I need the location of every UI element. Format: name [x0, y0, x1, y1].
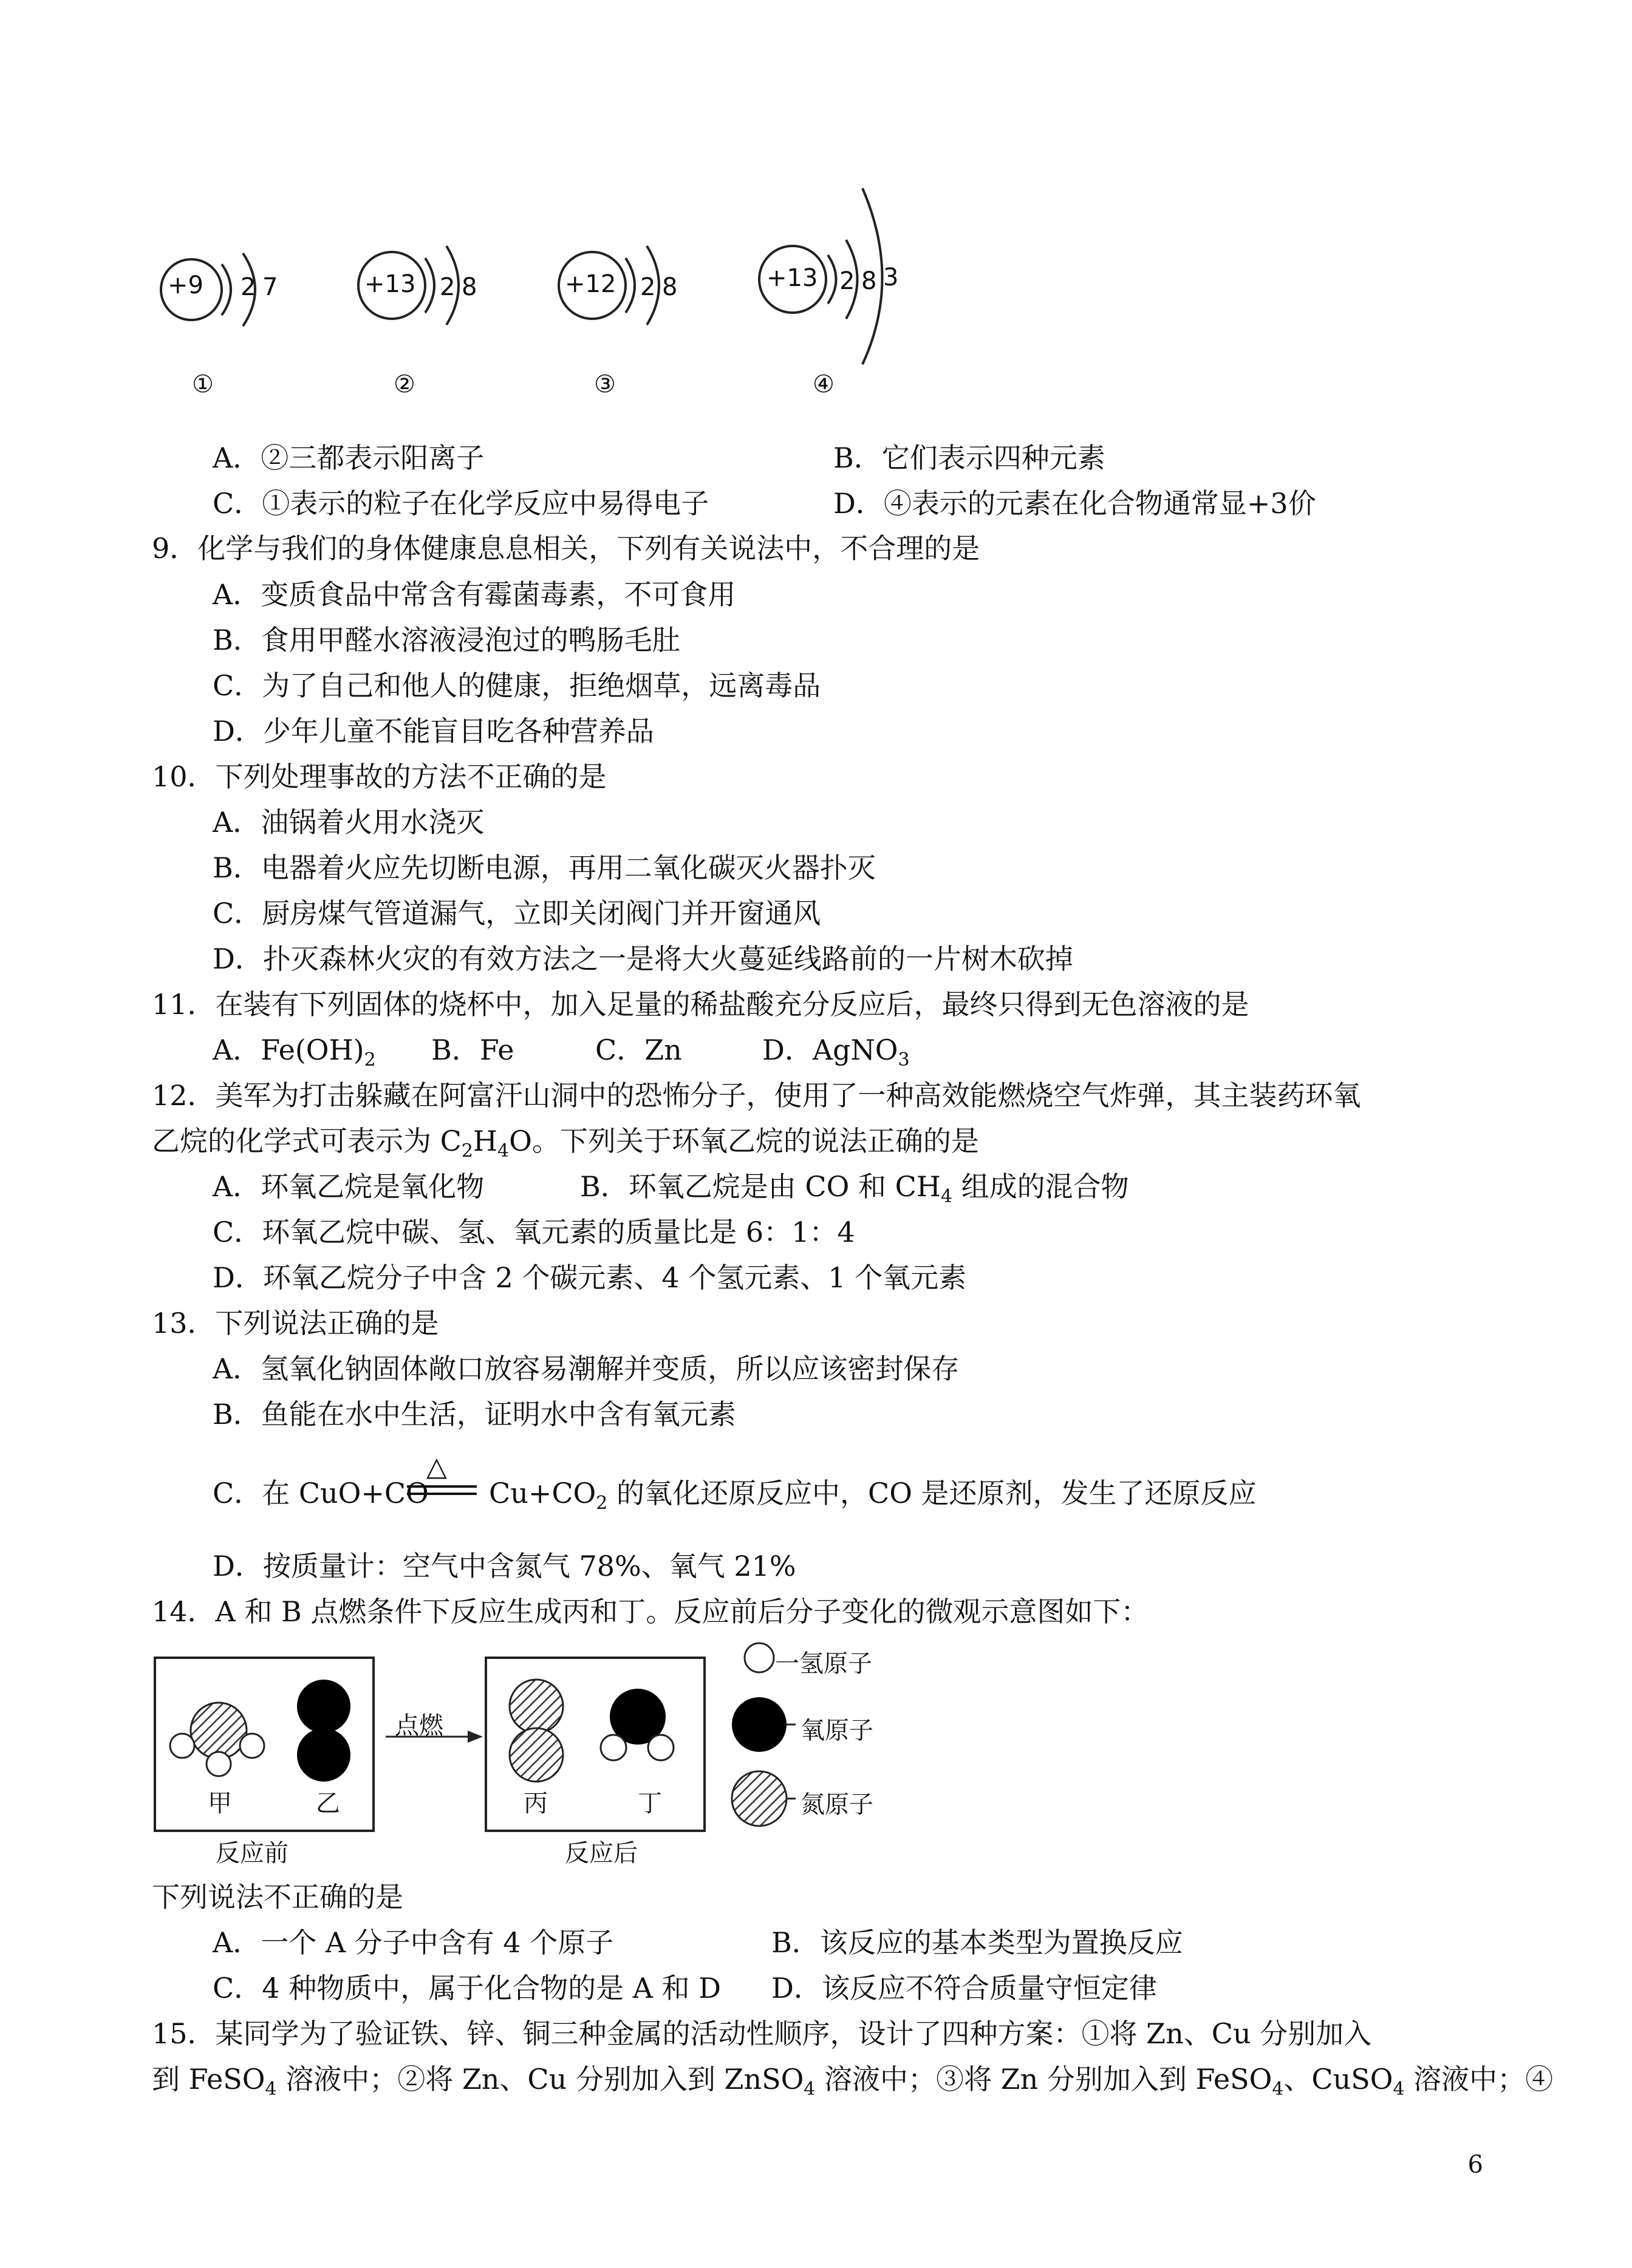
- atom-2-label: ②: [394, 370, 415, 398]
- q13-option-c-post: $Cu+CO_2$ 的氧化还原反应中，CO 是还原剂，发生了还原反应: [489, 1477, 1257, 1514]
- legend-hydrogen: 一氢原子: [775, 1650, 872, 1678]
- q9-stem: 9．化学与我们的身体健康息息相关，下列有关说法中，不合理的是: [152, 532, 980, 565]
- q14-option-d: D．该反应不符合质量守恒定律: [771, 1972, 1157, 2004]
- q12-stem-line1: 12．美军为打击躲藏在阿富汗山洞中的恐怖分子，使用了一种高效能燃烧空气炸弹，其主装药环氧: [152, 1079, 1361, 1112]
- q9-option-b: B．食用甲醛水溶液浸泡过的鸭肠毛肚: [213, 624, 680, 656]
- q11-stem: 11．在装有下列固体的烧杯中，加入足量的稀盐酸充分反应后，最终只得到无色溶液的是: [152, 988, 1249, 1021]
- atom-4-shell-3: 3: [883, 264, 899, 291]
- atom-1-label: ①: [192, 370, 214, 398]
- legend-oxygen: 氧原子: [801, 1717, 873, 1745]
- q11-option-d: D．AgNO$_3$: [762, 1034, 910, 1071]
- q9-option-d: D．少年儿童不能盲目吃各种营养品: [213, 715, 654, 747]
- q13-option-b: B．鱼能在水中生活，证明水中含有氧元素: [213, 1398, 736, 1431]
- q14-stem-2: 下列说法不正确的是: [152, 1881, 403, 1913]
- q14-option-a: A．一个 A 分子中含有 4 个原子: [213, 1926, 614, 1959]
- q13-option-a: A．氢氧化钠固体敞口放容易潮解并变质，所以应该密封保存: [213, 1352, 960, 1385]
- q10-option-c: C．厨房煤气管道漏气，立即关闭阀门并开窗通风: [213, 897, 821, 930]
- atom-1-shell-1: 2: [241, 273, 256, 301]
- atom-3-label: ③: [594, 370, 616, 398]
- q13-reaction-equals: [407, 1451, 477, 1500]
- atom-4-shell-2: 8: [861, 267, 877, 295]
- q10-option-b: B．电器着火应先切断电源，再用二氧化碳灭火器扑灭: [213, 851, 876, 884]
- label-before: 反应前: [216, 1839, 289, 1867]
- atom-structure-1: [155, 240, 313, 380]
- q14-option-c: C．4 种物质中，属于化合物的是 A 和 D: [213, 1972, 722, 2004]
- q11-option-c: C．Zn: [595, 1034, 682, 1066]
- atom-2-shell-1: 2: [440, 273, 456, 301]
- q9-option-a: A．变质食品中常含有霉菌毒素，不可食用: [213, 578, 736, 611]
- atom-2-shell-2: 8: [462, 273, 477, 301]
- label-bing: 丙: [524, 1790, 548, 1817]
- q11-option-a: A．$Fe(OH)_2$: [213, 1034, 376, 1071]
- q15-line-1: 15．某同学为了验证铁、锌、铜三种金属的活动性顺序，设计了四种方案：①将 Zn、Cu 分别加入: [152, 2017, 1372, 2050]
- q12-stem-line2: 乙烷的化学式可表示为 $C_2H_4O$。下列关于环氧乙烷的说法正确的是: [152, 1125, 979, 1162]
- q8-option-d: D．④表示的元素在化合物通常显+3价: [833, 487, 1316, 520]
- q12-option-d: D．环氧乙烷分子中含 2 个碳元素、4 个氢元素、1 个氧元素: [213, 1261, 967, 1294]
- q8-option-b: B．它们表示四种元素: [833, 441, 1105, 474]
- atom-4-nucleus: +13: [766, 264, 818, 292]
- atom-3-shell-1: 2: [640, 273, 656, 301]
- label-jia: 甲: [208, 1790, 232, 1817]
- q9-option-c: C．为了自己和他人的健康，拒绝烟草，远离毒品: [213, 669, 821, 702]
- label-after: 反应后: [565, 1839, 638, 1867]
- atom-4-label: ④: [813, 370, 835, 398]
- page-number: 6: [1467, 2151, 1483, 2179]
- q14-option-b: B．该反应的基本类型为置换反应: [771, 1926, 1183, 1959]
- q10-option-d: D．扑灭森林火灾的有效方法之一是将大火蔓延线路前的一片树木砍掉: [213, 942, 1073, 975]
- q8-option-a: A．②三都表示阳离子: [213, 441, 485, 474]
- q8-option-c: C．①表示的粒子在化学反应中易得电子: [213, 487, 709, 520]
- label-ding: 丁: [638, 1790, 662, 1817]
- q13-option-c-pre: C．在 CuO+CO: [213, 1477, 429, 1510]
- q10-option-a: A．油锅着火用水浇灭: [213, 806, 485, 839]
- atom-3-nucleus: +12: [565, 270, 616, 298]
- q12-option-b: B．环氧乙烷是由 CO 和 $CH_4$ 组成的混合物: [580, 1170, 1129, 1208]
- q13-option-d: D．按质量计：空气中含氮气 78%、氧气 21%: [213, 1550, 796, 1582]
- atom-4-shell-1: 2: [839, 267, 855, 295]
- q15-line-2: 到 FeSO$_4$ 溶液中；②将 Zn、Cu 分别加入到 ZnSO$_4$ 溶液中；③将 Zn 分别加入到 FeSO$_4$、CuSO$_4$ 溶液中；④: [152, 2063, 1554, 2100]
- q13-stem: 13．下列说法正确的是: [152, 1307, 439, 1340]
- atom-1-nucleus: +9: [168, 271, 203, 299]
- atom-1-shell-2: 7: [262, 273, 278, 301]
- legend-nitrogen: 氮原子: [801, 1791, 873, 1819]
- label-yi: 乙: [316, 1790, 340, 1817]
- heat-condition-symbol: △: [426, 1451, 447, 1482]
- arrow-condition-label: 点燃: [395, 1712, 443, 1740]
- atom-2-nucleus: +13: [364, 270, 416, 298]
- q12-option-c: C．环氧乙烷中碳、氢、氧元素的质量比是 6：1：4: [213, 1216, 855, 1248]
- q14-stem: 14．A 和 B 点燃条件下反应生成丙和丁。反应前后分子变化的微观示意图如下：: [152, 1595, 1149, 1628]
- q11-option-b: B．Fe: [431, 1034, 514, 1066]
- q12-option-a: A．环氧乙烷是氧化物: [213, 1170, 485, 1203]
- atom-3-shell-2: 8: [662, 273, 678, 301]
- q10-stem: 10．下列处理事故的方法不正确的是: [152, 760, 607, 793]
